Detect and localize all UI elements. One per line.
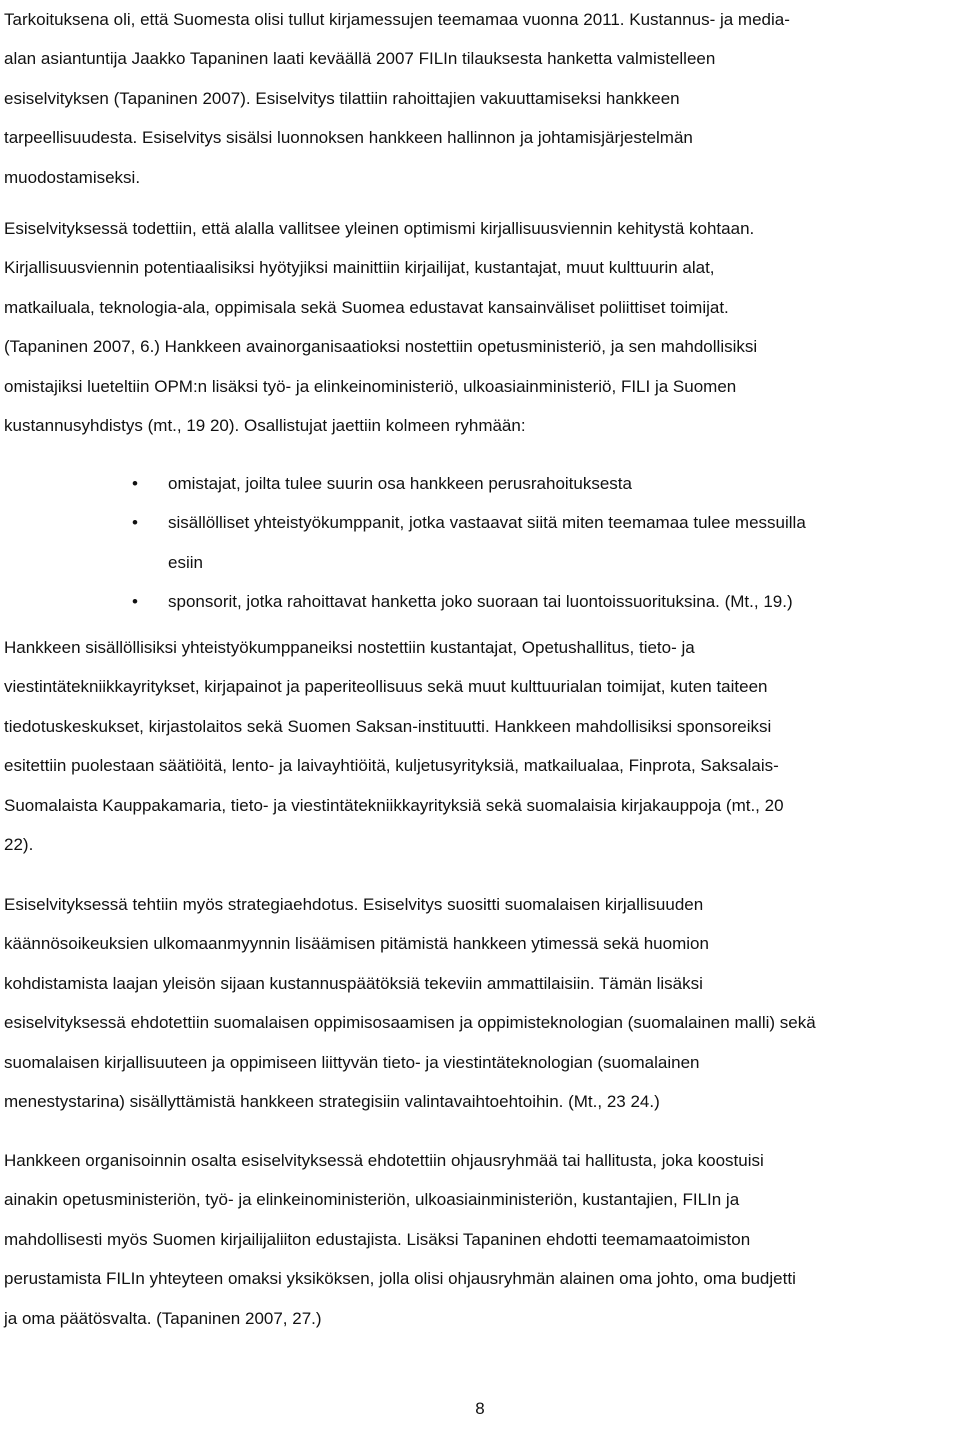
text-line: ja oma päätösvalta. (Tapaninen 2007, 27.) — [4, 1308, 322, 1328]
bullet-icon: • — [132, 513, 138, 533]
text-line: viestintätekniikkayritykset, kirjapainot ja paperiteollisuus sekä muut kulttuurialan toimijat, kuten taiteen — [4, 677, 768, 697]
text-line: käännösoikeuksien ulkomaanmyynnin lisäämisen pitämistä hankkeen ytimessä sekä huomion — [4, 934, 709, 954]
paragraph-organisation — [4, 1141, 796, 1338]
bullet-text: sisällölliset yhteistyökumppanit, jotka vastaavat siitä miten teemamaa tulee messuilla — [168, 513, 806, 533]
text-line: Esiselvityksessä tehtiin myös strategiaehdotus. Esiselvitys suositti suomalaisen kirjallisuuden — [4, 895, 704, 914]
text-line: omistajiksi lueteltiin OPM:n lisäksi työ- ja elinkeinoministeriö, ulkoasiainministeriö, FILI ja Suomen — [4, 376, 737, 396]
bullet-icon: • — [132, 592, 138, 612]
text-line: Tarkoituksena oli, että Suomesta olisi tullut kirjamessujen teemamaa vuonna 2011. Kustannus- ja media- — [4, 10, 790, 29]
paragraph-partners — [4, 628, 784, 864]
text-line: esiselvityksessä ehdotettiin suomalaisen oppimisosaamisen ja oppimisteknologian (suomalainen malli) sekä — [4, 1013, 816, 1033]
text-line: esitettiin puolestaan säätiöitä, lento- ja laivayhtiöitä, kuljetusyrityksiä, matkailualaa, Finprota, Saksalais- — [4, 756, 779, 776]
bullet-text: esiin — [168, 552, 203, 572]
text-line: kustannusyhdistys (mt., 19 20). Osallistujat jaettiin kolmeen ryhmään: — [4, 416, 526, 436]
text-line: ainakin opetusministeriön, työ- ja elinkeinoministeriön, ulkoasiainministeriön, kustantajien, FILIn ja — [4, 1190, 740, 1210]
paragraph-intro — [4, 0, 790, 197]
bullet-item-partners — [4, 503, 960, 582]
text-line: Kirjallisuusviennin potentiaalisiksi hyötyjiksi mainittiin kirjailijat, kustantajat, muut kulttuurin alat, — [4, 258, 715, 278]
paragraph-strategy — [4, 885, 816, 1121]
bullet-text: omistajat, joilta tulee suurin osa hankkeen perusrahoituksesta — [168, 474, 632, 493]
text-line: menestystarina) sisällyttämistä hankkeen strategisiin valintavaihtoehtoihin. (Mt., 23 24.) — [4, 1092, 660, 1112]
text-line: (Tapaninen 2007, 6.) Hankkeen avainorganisaatioksi nostettiin opetusministeriö, ja sen mahdollisiksi — [4, 337, 758, 357]
text-line: perustamista FILIn yhteyteen omaksi yksiköksen, jolla olisi ohjausryhmän alainen oma johto, oma budjetti — [4, 1269, 796, 1289]
bullet-icon: • — [132, 474, 138, 493]
text-line: kohdistamista laajan yleisön sijaan kustannuspäätöksiä tekeviin ammattilaisiin. Tämän lisäksi — [4, 973, 703, 993]
bullet-item-owners — [4, 464, 960, 503]
text-line: suomalaisen kirjallisuuteen ja oppimiseen liittyvän tieto- ja viestintäteknologian (suomalainen — [4, 1052, 700, 1072]
text-line: esiselvityksen (Tapaninen 2007). Esiselvitys tilattiin rahoittajien vakuuttamiseksi hankkeen — [4, 88, 680, 108]
text-line: Esiselvityksessä todettiin, että alalla vallitsee yleinen optimismi kirjallisuusviennin kehitystä kohtaan. — [4, 219, 755, 238]
text-line: mahdollisesti myös Suomen kirjailijaliiton edustajista. Lisäksi Tapaninen ehdotti teemamaatoimiston — [4, 1229, 751, 1249]
bullet-item-sponsors — [4, 582, 960, 621]
text-line: Suomalaista Kauppakamaria, tieto- ja viestintätekniikkayrityksiä sekä suomalaisia kirjakauppoja (mt., 20 — [4, 795, 784, 815]
bullet-text: sponsorit, jotka rahoittavat hanketta joko suoraan tai luontoissuorituksina. (Mt., 19.) — [168, 592, 793, 612]
text-line: alan asiantuntija Jaakko Tapaninen laati keväällä 2007 FILIn tilauksesta hanketta valmistelleen — [4, 49, 716, 69]
text-line: tarpeellisuudesta. Esiselvitys sisälsi luonnoksen hankkeen hallinnon ja johtamisjärjestelmän — [4, 128, 693, 148]
bullet-list — [4, 464, 960, 622]
text-line: tiedotuskeskukset, kirjastolaitos sekä Suomen Saksan-instituutti. Hankkeen mahdollisiksi sponsoreiksi — [4, 716, 772, 736]
text-line: Hankkeen organisoinnin osalta esiselvityksessä ehdotettiin ohjausryhmää tai hallitusta, joka koostuisi — [4, 1151, 764, 1170]
text-line: matkailuala, teknologia-ala, oppimisala sekä Suomea edustavat kansainväliset poliittiset toimijat. — [4, 297, 729, 317]
text-line: Hankkeen sisällöllisiksi yhteistyökumppaneiksi nostettiin kustantajat, Opetushallitus, tieto- ja — [4, 638, 695, 657]
page-number: 8 — [475, 1399, 485, 1418]
text-line: 22). — [4, 835, 34, 855]
text-line: muodostamiseksi. — [4, 167, 141, 187]
paragraph-findings — [4, 209, 757, 445]
